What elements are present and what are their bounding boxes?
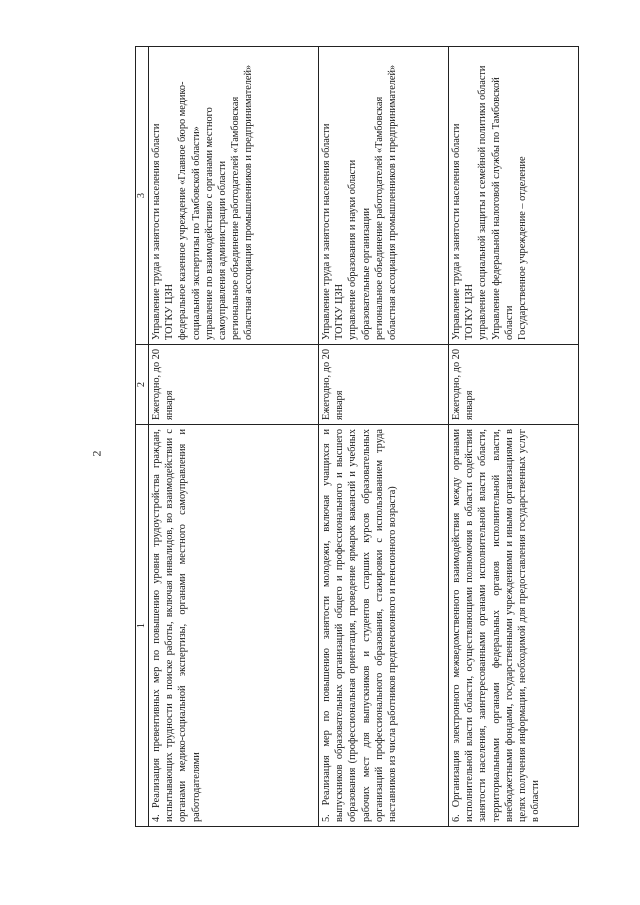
table-row [319, 47, 449, 827]
table-row [149, 47, 319, 827]
executor-item: ТОГКУ ЦЗН [164, 283, 176, 340]
table-row [449, 47, 579, 827]
executor-item: региональное объединение работодателей «Тамбовская областная ассоциация промышленников и предпринимателей» [373, 64, 399, 340]
table-header-row [136, 47, 149, 827]
executor-item: Государственное учреждение – отделение [517, 156, 529, 340]
measure-cell: 5. Реализация мер по повышению занятости молодежи, включая учащихся и выпускников образовательных организаций общего и профессионального и высшего образования (профессиональная ориентация, проведение ярмарок вакансий и учебных рабочих мест для выпускников и студентов старших курсов образовательных организаций профессионального образования, стажировки с использованием труда наставников из числа работников предпенсионного и пенсионного возраста) [319, 425, 449, 827]
term-cell: Ежегодно, до 20 января [319, 345, 449, 425]
executor-item: Управление труда и занятости населения области [321, 123, 332, 340]
executor-item: ТОГКУ ЦЗН [464, 283, 476, 340]
term-cell: Ежегодно, до 20 января [449, 345, 579, 425]
executors-cell [319, 47, 449, 345]
executor-item: федеральное казенное учреждение «Главное бюро медико-социальной экспертизы по Тамбовской области» [177, 81, 202, 340]
executors-cell [449, 47, 579, 345]
executor-item: Управление труда и занятости населения области [451, 123, 462, 340]
measure-cell: 4. Реализация превентивных мер по повышению уровня трудоустройства граждан, испытывающих трудности в поиске работы, включая инвалидов, во взаимодействии с органами медико-социальной экспертизы, органами местного самоуправления и работодателями [149, 425, 319, 827]
executor-item: управление по взаимодействию с органами местного самоуправления администрации области [203, 107, 229, 340]
document-sheet [135, 47, 605, 827]
header-col-2: 2 [136, 345, 149, 425]
header-col-1: 1 [136, 425, 149, 827]
executor-item: региональное объединение работодателей «Тамбовская областная ассоциация промышленников и предпринимателей» [230, 64, 255, 340]
measure-cell: 6. Организация электронного межведомственного взаимодействия между органами исполнительной власти области, осуществляющими полномочия в области содействия занятости населения, заинтересованными органами исполнительной власти области, территориальными органами федеральных органов исполнительной власти, внебюджетными фондами, государственными учреждениями и иными организациями в целях получения информации, необходимой для предоставления государственных услуг в области [449, 425, 579, 827]
term-cell: Ежегодно, до 20 января [149, 345, 319, 425]
measures-table [135, 46, 579, 827]
page-number: 2 [89, 450, 104, 457]
executor-item: ТОГКУ ЦЗН [334, 283, 346, 340]
executors-cell [149, 47, 319, 345]
header-col-3: 3 [136, 47, 149, 345]
executor-item: управление образования и науки области [347, 159, 359, 340]
executor-item: Управление федеральной налоговой службы по Тамбовской области [490, 77, 515, 340]
executor-item: управление социальной защиты и семейной политики области [477, 65, 489, 340]
executor-item: образовательные организации [360, 207, 372, 340]
executor-item: Управление труда и занятости населения области [151, 123, 162, 340]
